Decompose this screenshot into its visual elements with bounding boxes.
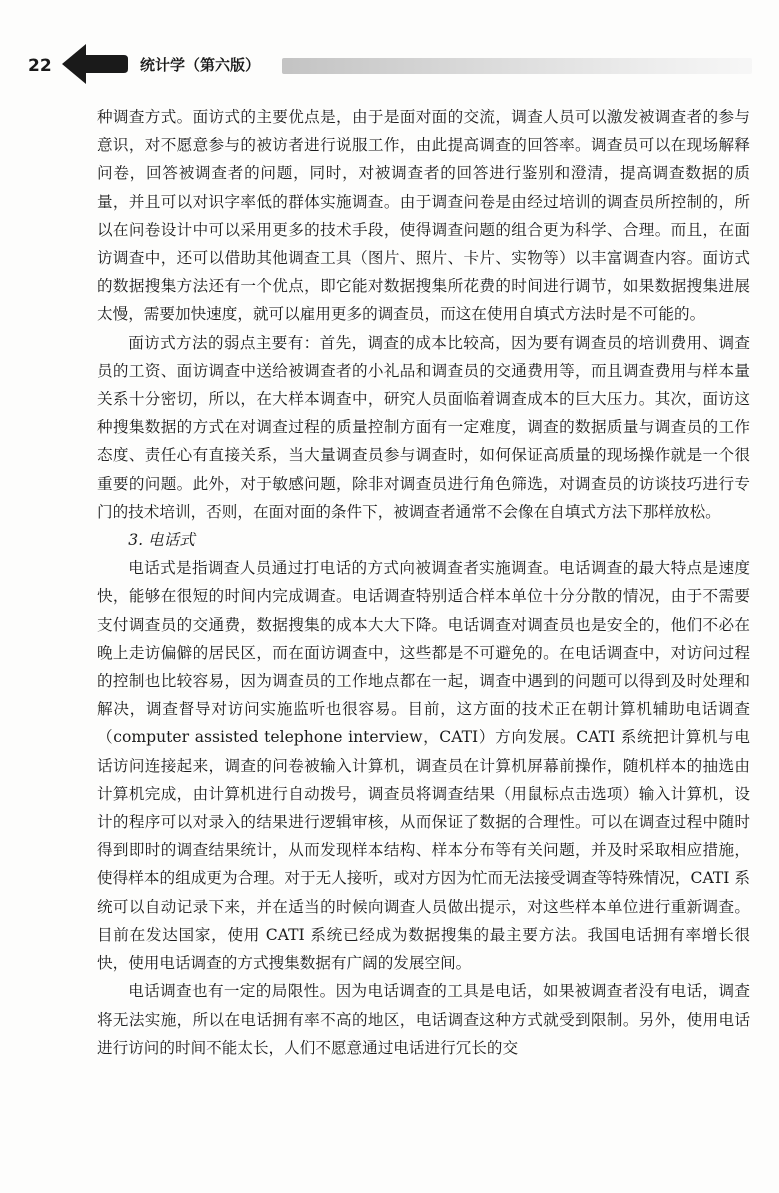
header-decorative-bar xyxy=(282,58,752,74)
left-arrow-icon xyxy=(60,42,130,86)
page-header xyxy=(0,38,779,94)
section-heading-telephone: 3. 电话式 xyxy=(128,531,195,550)
body-text xyxy=(97,103,750,1062)
paragraph-continuation: 种调查方式。面访式的主要优点是，由于是面对面的交流，调查人员可以激发被调查者的参与意识，对不愿意参与的被访者进行说服工作，由此提高调查的回答率。调查员可以在现场解释问卷，回答被调查者的问题，同时，对被调查者的回答进行鉴别和澄清，提高调查数据的质量，并且可以对识字率低的群体实施调查。由于调查问卷是由经过培训的调查员所控制的，所以在问卷设计中可以采用更多的技术手段，使得调查问题的组合更为科学、合理。而且，在面访调查中，还可以借助其他调查工具（图片、照片、卡片、实物等）以丰富调查内容。面访式的数据搜集方法还有一个优点，即它能对数据搜集所花费的时间进行调节，如果数据搜集进展太慢，需要加快速度，就可以雇用更多的调查员，而这在使用自填式方法时是不可能的。 xyxy=(97,108,750,324)
paragraph-telephone-limitations: 电话调查也有一定的局限性。因为电话调查的工具是电话，如果被调查者没有电话，调查将无法实施，所以在电话拥有率不高的地区，电话调查这种方式就受到限制。另外，使用电话进行访问的时间不能太长，人们不愿意通过电话进行冗长的交 xyxy=(97,982,750,1057)
page-number: 22 xyxy=(28,56,52,76)
book-title: 统计学（第六版） xyxy=(140,56,261,74)
paragraph-interview-weaknesses: 面访式方法的弱点主要有：首先，调查的成本比较高，因为要有调查员的培训费用、调查员的工资、面访调查中送给被调查者的小礼品和调查员的交通费用等，而且调查费用与样本量关系十分密切，所以，在大样本调查中，研究人员面临着调查成本的巨大压力。其次，面访这种搜集数据的方式在对调查过程的质量控制方面有一定难度，调查的数据质量与调查员的工作态度、责任心有直接关系，当大量调查员参与调查时，如何保证高质量的现场操作就是一个很重要的问题。此外，对于敏感问题，除非对调查员进行角色筛选，对调查员的访谈技巧进行专门的技术培训，否则，在面对面的条件下，被调查者通常不会像在自填式方法下那样放松。 xyxy=(97,333,750,521)
paragraph-telephone-survey: 电话式是指调查人员通过打电话的方式向被调查者实施调查。电话调查的最大特点是速度快，能够在很短的时间内完成调查。电话调查特别适合样本单位十分分散的情况，由于不需要支付调查员的交通费，数据搜集的成本大大下降。电话调查对调查员也是安全的，他们不必在晚上走访偏僻的居民区，而在面访调查中，这些都是不可避免的。在电话调查中，对访问过程的控制也比较容易，因为调查员的工作地点都在一起，调查中遇到的问题可以得到及时处理和解决，调查督导对访问实施监听也很容易。目前，这方面的技术正在朝计算机辅助电话调查（computer assisted telephone interview，CATI）方向发展。CATI 系统把计算机与电话访问连接起来，调查的问卷被输入计算机，调查员在计算机屏幕前操作，随机样本的抽选由计算机完成，由计算机进行自动拨号，调查员将调查结果（用鼠标点击选项）输入计算机，设计的程序可以对录入的结果进行逻辑审核，从而保证了数据的合理性。可以在调查过程中随时得到即时的调查结果统计，从而发现样本结构、样本分布等有关问题，并及时采取相应措施，使得样本的组成更为合理。对于无人接听，或对方因为忙而无法接受调查等特殊情况，CATI 系统可以自动记录下来，并在适当的时候向调查人员做出提示，对这些样本单位进行重新调查。目前在发达国家，使用 CATI 系统已经成为数据搜集的最主要方法。我国电话拥有率增长很快，使用电话调查的方式搜集数据有广阔的发展空间。 xyxy=(97,559,750,973)
